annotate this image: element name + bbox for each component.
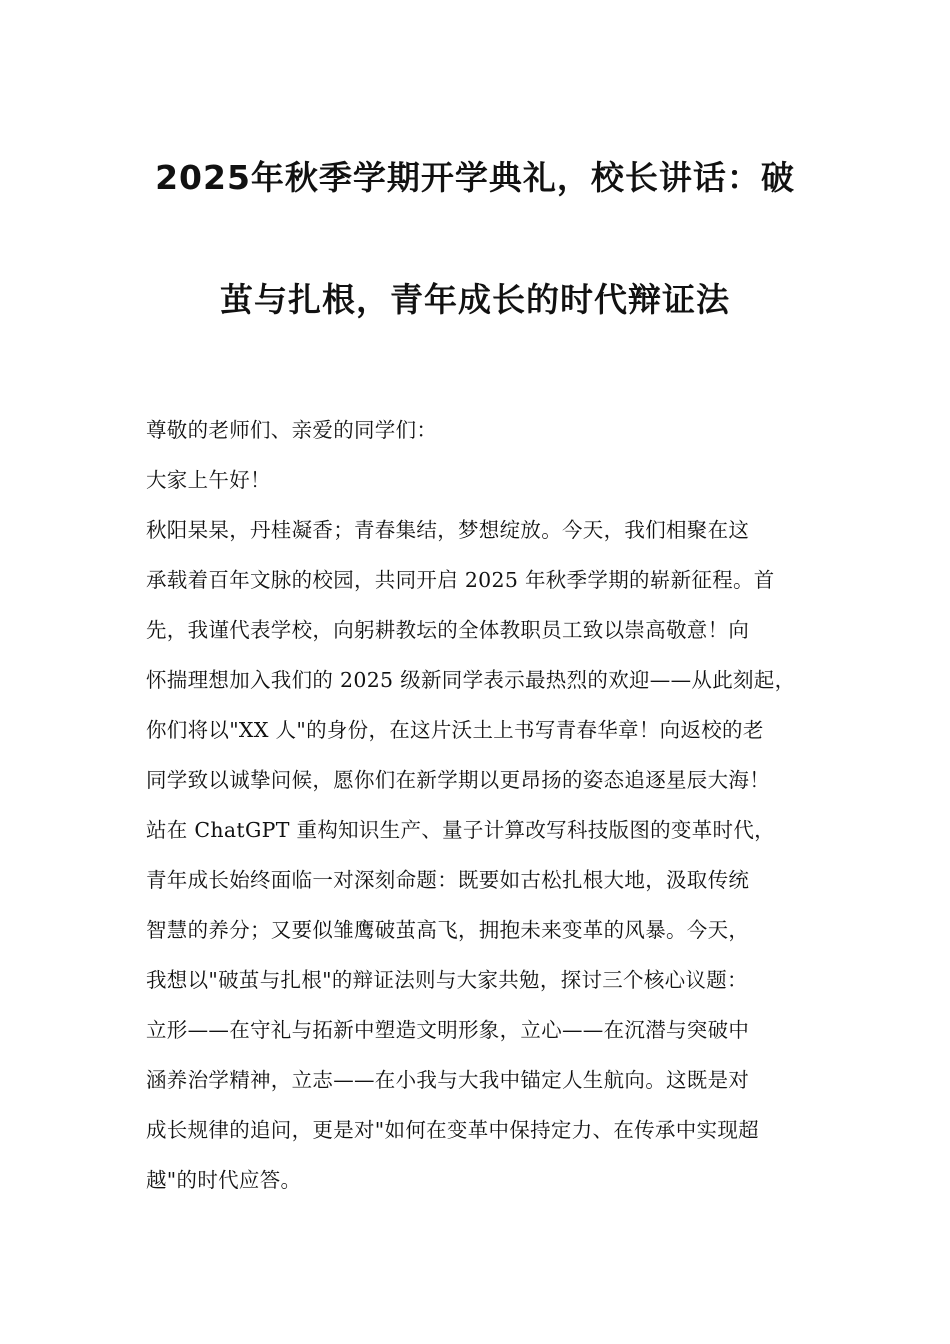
paragraph-line: 承载着百年文脉的校园，共同开启 2025 年秋季学期的崭新征程。首 [146, 568, 775, 592]
greeting: 大家上午好！ [146, 468, 271, 492]
paragraph-line: 越"的时代应答。 [146, 1168, 302, 1192]
paragraph-line: 怀揣理想加入我们的 2025 级新同学表示最热烈的欢迎——从此刻起， [146, 668, 796, 692]
paragraph-line: 先，我谨代表学校，向躬耕教坛的全体教职员工致以崇高敬意！向 [146, 618, 750, 642]
paragraph-line: 智慧的养分；又要似雏鹰破茧高飞，拥抱未来变革的风暴。今天， [146, 918, 750, 942]
paragraph-line: 成长规律的追问，更是对"如何在变革中保持定力、在传承中实现超 [146, 1118, 759, 1142]
paragraph-line: 立形——在守礼与拓新中塑造文明形象，立心——在沉潜与突破中 [146, 1018, 750, 1042]
paragraph-line: 我想以"破茧与扎根"的辩证法则与大家共勉，探讨三个核心议题： [146, 968, 748, 992]
paragraph-line: 站在 ChatGPT 重构知识生产、量子计算改写科技版图的变革时代， [146, 818, 775, 842]
paragraph-line: 秋阳杲杲，丹桂凝香；青春集结，梦想绽放。今天，我们相聚在这 [146, 518, 750, 542]
document-body [146, 412, 826, 1212]
salutation: 尊敬的老师们、亲爱的同学们： [146, 418, 438, 442]
paragraph-line: 你们将以"XX 人"的身份，在这片沃土上书写青春华章！向返校的老 [146, 718, 764, 742]
document-title-line-2: 茧与扎根，青年成长的时代辩证法 [220, 280, 730, 319]
paragraph-line: 同学致以诚挚问候，愿你们在新学期以更昂扬的姿态追逐星辰大海！ [146, 768, 770, 792]
document-title-line-1: 2025年秋季学期开学典礼，校长讲话：破 [155, 158, 795, 197]
paragraph-line: 青年成长始终面临一对深刻命题：既要如古松扎根大地，汲取传统 [146, 868, 750, 892]
paragraph-line: 涵养治学精神，立志——在小我与大我中锚定人生航向。这既是对 [146, 1068, 750, 1092]
